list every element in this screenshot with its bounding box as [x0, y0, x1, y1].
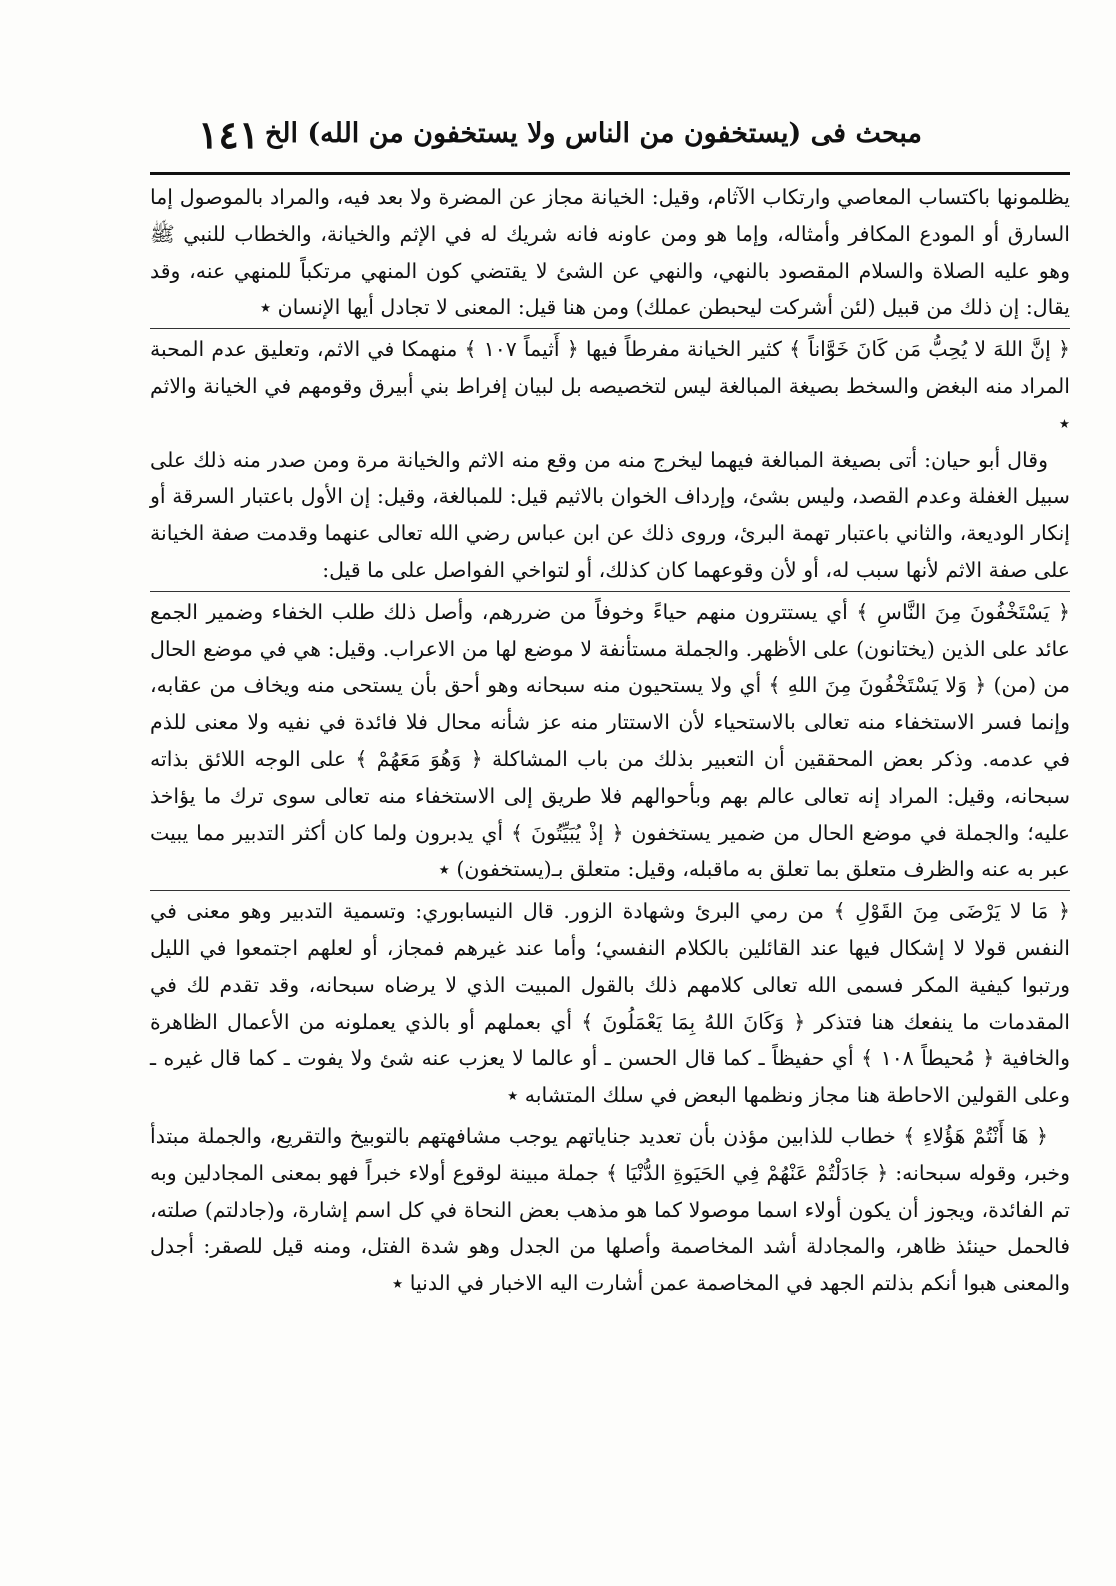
paragraph-2: ﴿ إنَّ اللهَ لا يُحِبُّ مَن كَانَ خَوَّاناً ﴾ كثير الخيانة مفرطاً فيها ﴿ أَثيماً ١٠٧ ﴾ منهمكا في الاثم، وتعليق عدم المحبة المراد منه البغض والسخط بصيغة المبالغة ليس لتخصيصه بل لبيان إفراط بني أبيرق وقومهم في الخيانة والاثم ٭	[150, 337, 1070, 435]
paragraph-1: يظلمونها باكتساب المعاصي وارتكاب الآثام، وقيل: الخيانة مجاز عن المضرة ولا بعد فيه، والمراد بالموصول إما السارق أو المودع المكافر وأمثاله، وإما هو ومن عاونه فانه شريك له في الإثم والخيانة، والخطاب للنبي ﷺ وهو عليه الصلاة والسلام المقصود بالنهي، والنهي عن الشئ لا يقتضي كون المنهي مرتكباً للمنهي عنه، وقد يقال: إن ذلك من قبيل (لئن أشركت ليحبطن عملك) ومن هنا قيل: المعنى لا تجادل أيها الإنسان ٭	[150, 185, 1070, 320]
page-body	[150, 175, 1070, 1302]
paragraph-4: ﴿ يَسْتَخْفُونَ مِنَ النَّاسِ ﴾ أي يستترون منهم حياءً وخوفاً من ضررهم، وأصل ذلك طلب الخفاء وضمير الجمع عائد على الذين (يختانون) على الأظهر. والجملة مستأنفة لا موضع لها من الاعراب. وقيل: هي في موضع الحال من (من) ﴿ وَلا يَسْتَخْفُونَ مِنَ اللهِ ﴾ أي ولا يستحيون منه سبحانه وهو أحق بأن يستحى منه ويخاف من عقابه، وإنما فسر الاستخفاء منه تعالى بالاستحياء لأن الاستتار منه عز شأنه محال فلا فائدة في نفيه ولا معنى للذم في عدمه. وذكر بعض المحققين أن التعبير بذلك من باب المشاكلة ﴿ وَهُوَ مَعَهُمْ ﴾ على الوجه اللائق بذاته سبحانه، وقيل: المراد إنه تعالى عالم بهم وبأحوالهم فلا طريق إلى الاستخفاء منه تعالى سوى ترك ما يؤاخذ عليه؛ والجملة في موضع الحال من ضمير يستخفون ﴿ إذْ يُبَيِّتُونَ ﴾ أي يدبرون ولما كان أكثر التدبير مما يبيت عبر به عنه والظرف متعلق بما تعلق به ماقبله، وقيل: متعلق بـ(يستخفون) ٭	[150, 599, 1070, 882]
paragraph-6: ﴿ هَا أَنْتُمْ هَؤُلاءِ ﴾ خطاب للذابين مؤذن بأن تعديد جناياتهم يوجب مشافهتهم بالتوبيخ والتقريع، والجملة مبتدأ وخبر، وقوله سبحانه: ﴿ جَادَلْتُمْ عَنْهُمْ فِي الحَيَوةِ الدُّنْيَا ﴾ جملة مبينة لوقوع أولاء خبراً فهو بمعنى المجادلين وبه تم الفائدة، ويجوز أن يكون أولاء اسما موصولا كما هو مذهب بعض النحاة في كل اسم إشارة، و(جادلتم) صلته، فالحمل حينئذ ظاهر، والمجادلة أشد المخاصمة وأصلها من الجدل وهو شدة الفتل، ومنه قيل للصقر: أجدل والمعنى هبوا أنكم بذلتم الجهد في المخاصمة عمن أشارت اليه الاخبار في الدنيا ٭	[150, 1123, 1070, 1296]
running-title: مبحث فى (يستخفون من الناس ولا يستخفون من الله) الخ	[264, 118, 922, 149]
paragraph-divider	[150, 890, 1070, 891]
document-page	[150, 108, 1070, 1548]
paragraph-divider	[150, 591, 1070, 592]
page-header	[150, 108, 1070, 175]
page-number: ١٤١	[198, 112, 260, 157]
paragraph-divider	[150, 328, 1070, 329]
paragraph-3: وقال أبو حيان: أتى بصيغة المبالغة فيهما ليخرج منه من وقع منه الاثم والخيانة مرة ومن صدر منه ذلك على سبيل الغفلة وعدم القصد، وليس بشئ، وإرداف الخوان بالاثيم قيل: للمبالغة، وقيل: إن الأول باعتبار السرقة أو إنكار الوديعة، والثاني باعتبار تهمة البرئ، وروى ذلك عن ابن عباس رضي الله تعالى عنهما وقدمت صفة الخيانة على صفة الاثم لأنها سبب له، أو لأن وقوعهما كان كذلك، أو لتواخي الفواصل على ما قيل:	[150, 447, 1070, 582]
paragraph-5: ﴿ مَا لا يَرْضَى مِنَ القَوْلِ ﴾ من رمي البرئ وشهادة الزور. قال النيسابوري: وتسمية التدبير وهو معنى في النفس قولا لا إشكال فيها عند القائلين بالكلام النفسي؛ وأما عند غيرهم فمجاز، أو لعلهم اجتمعوا في الليل ورتبوا كيفية المكر فسمى الله تعالى كلامهم ذلك بالقول المبيت الذي لا يرضاه سبحانه، وقد تقدم لك في المقدمات ما ينفعك هنا فتذكر ﴿ وَكَانَ اللهُ بِمَا يَعْمَلُونَ ﴾ أي بعملهم أو بالذي يعملونه من الأعمال الظاهرة والخافية ﴿ مُحيطاً ١٠٨ ﴾ أي حفيظاً ـ كما قال الحسن ـ أو عالما لا يعزب عنه شئ ولا يفوت ـ كما قال غيره ـ وعلى القولين الاحاطة هنا مجاز ونظمها البعض في سلك المتشابه ٭	[150, 899, 1070, 1108]
